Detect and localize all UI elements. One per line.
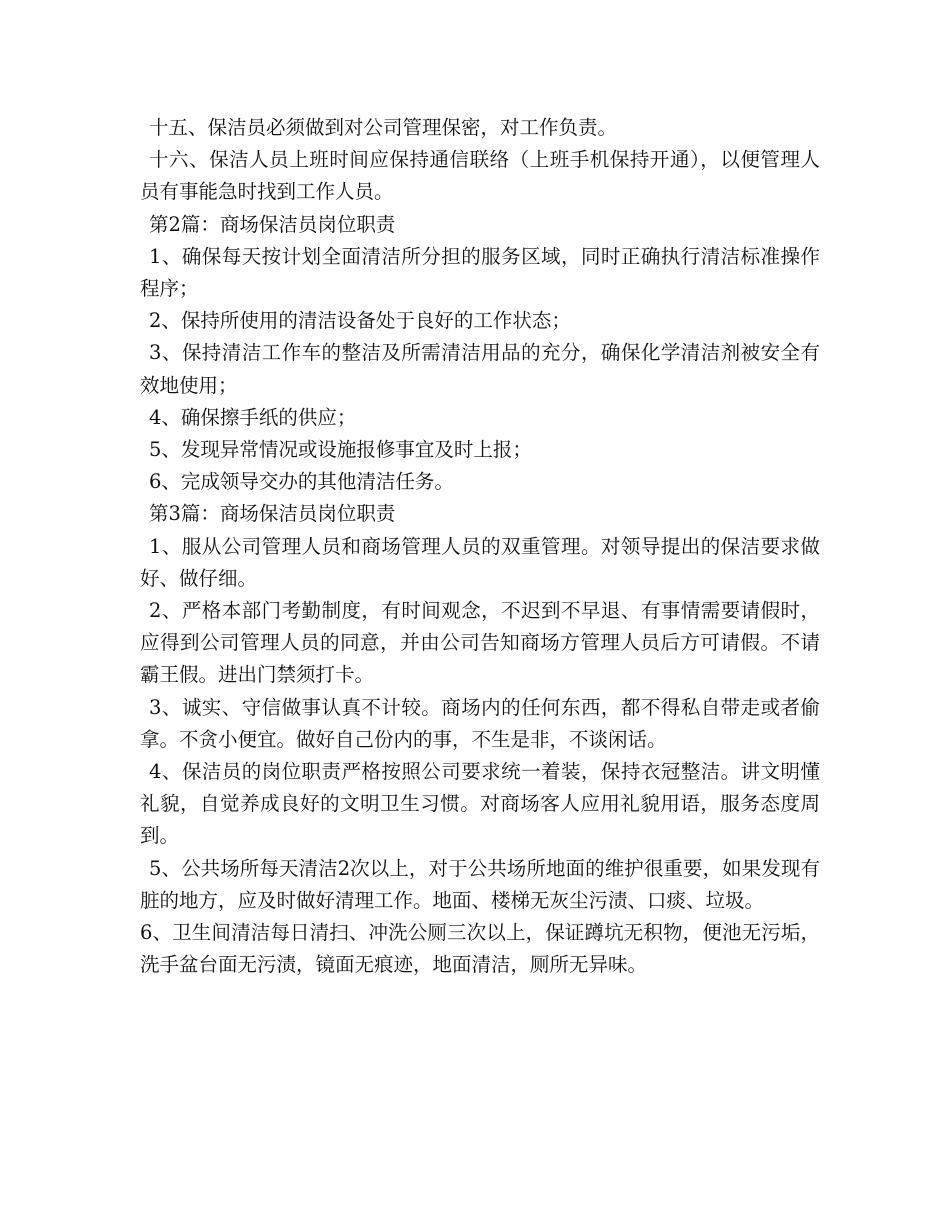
paragraph-item: 4、确保擦手纸的供应； bbox=[149, 405, 357, 429]
document-page bbox=[140, 112, 820, 981]
section-heading-part-3: 第3篇：商场保洁员岗位职责 bbox=[149, 502, 396, 526]
paragraph-item: 2、严格本部门考勤制度，有时间观念，不迟到不早退、有事情需要请假时，应得到公司管理人员的同意，并由公司告知商场方管理人员后方可请假。不请霸王假。进出门禁须打卡。 bbox=[140, 599, 820, 687]
paragraph-item: 3、诚实、守信做事认真不计较。商场内的任何东西，都不得私自带走或者偷拿。不贪小便宜。做好自己份内的事，不生是非，不谈闲话。 bbox=[140, 695, 820, 751]
paragraph-item: 1、确保每天按计划全面清洁所分担的服务区域，同时正确执行清洁标准操作程序； bbox=[140, 244, 820, 301]
paragraph-item: 2、保持所使用的清洁设备处于良好的工作状态； bbox=[149, 309, 571, 333]
paragraph-item: 1、服从公司管理人员和商场管理人员的双重管理。对领导提出的保洁要求做好、做仔细。 bbox=[140, 534, 820, 590]
paragraph-item: 6、卫生间清洁每日清扫、冲洗公厕三次以上，保证蹲坑无积物，便池无污垢，洗手盆台面无污渍，镜面无痕迹，地面清洁，厕所无异味。 bbox=[140, 921, 820, 977]
paragraph-item: 5、公共场所每天清洁2次以上，对于公共场所地面的维护很重要，如果发现有脏的地方，应及时做好清理工作。地面、楼梯无灰尘污渍、口痰、垃圾。 bbox=[140, 856, 820, 912]
section-heading-part-2: 第2篇：商场保洁员岗位职责 bbox=[149, 212, 396, 236]
paragraph-item-16: 十六、保洁人员上班时间应保持通信联络（上班手机保持开通），以便管理人员有事能急时找到工作人员。 bbox=[140, 148, 820, 204]
paragraph-item: 3、保持清洁工作车的整洁及所需清洁用品的充分，确保化学清洁剂被安全有效地使用； bbox=[140, 341, 820, 397]
paragraph-item: 6、完成领导交办的其他清洁任务。 bbox=[149, 470, 454, 494]
paragraph-item: 5、发现异常情况或设施报修事宜及时上报； bbox=[149, 438, 532, 462]
paragraph-item: 4、保洁员的岗位职责严格按照公司要求统一着装，保持衣冠整洁。讲文明懂礼貌，自觉养成良好的文明卫生习惯。对商场客人应用礼貌用语，服务态度周到。 bbox=[140, 760, 820, 848]
paragraph-item-15: 十五、保洁员必须做到对公司管理保密，对工作负责。 bbox=[149, 116, 618, 139]
